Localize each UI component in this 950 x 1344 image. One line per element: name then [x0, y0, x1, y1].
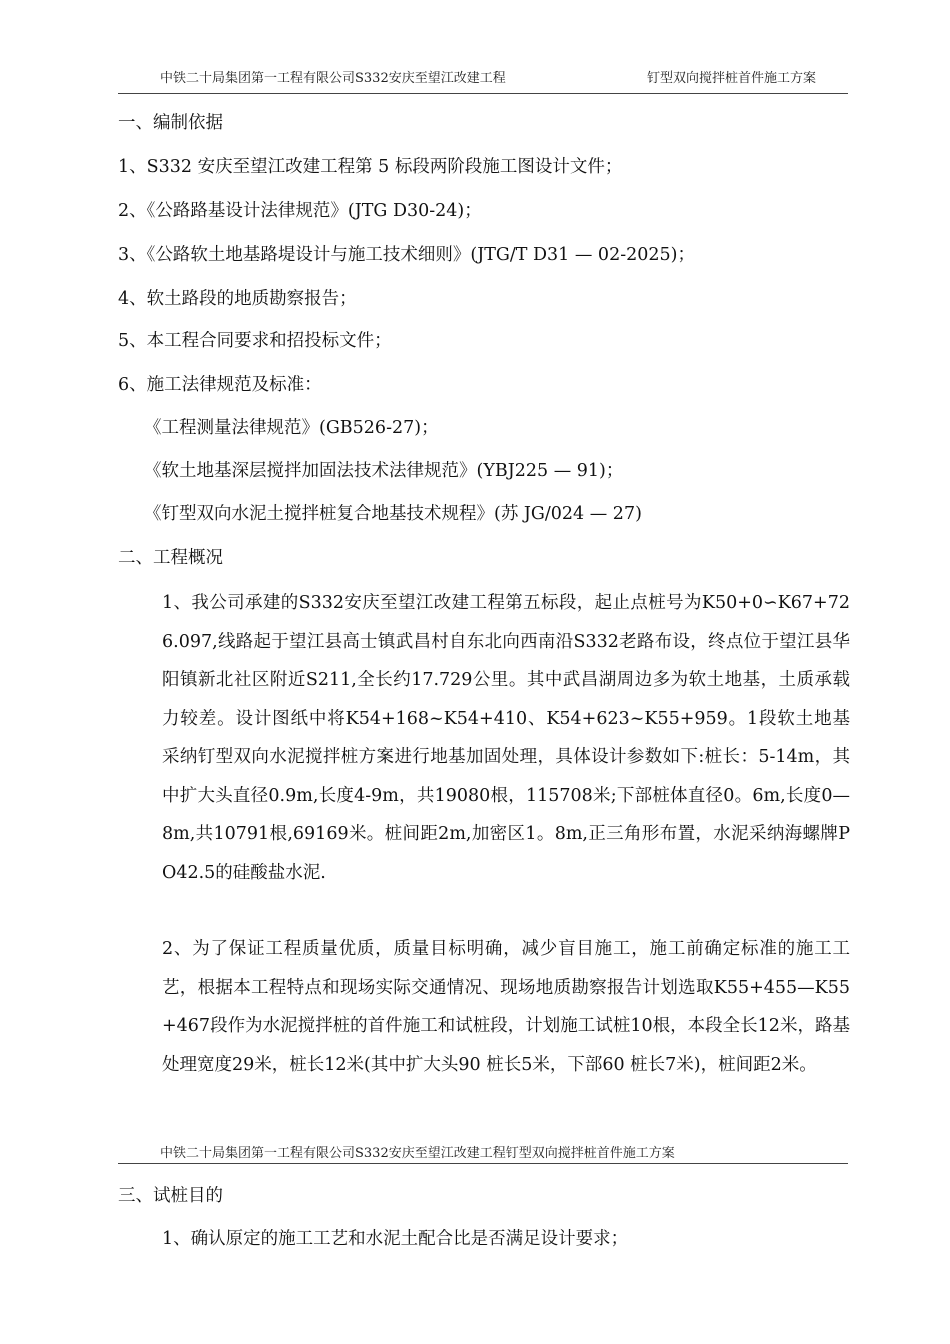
basis-item-2: 2、《公路路基设计法律规范》(JTG D30-24)； [118, 201, 482, 221]
standard-item-3: 《钉型双向水泥土搅拌桩复合地基技术规程》(苏 JG/024 — 27) [144, 504, 642, 524]
page-break-header-text: 中铁二十局集团第一工程有限公司S332安庆至望江改建工程钉型双向搅拌桩首件施工方案 [160, 1146, 675, 1161]
basis-item-5: 5、本工程合同要求和招投标文件； [118, 331, 392, 351]
overview-paragraph-2 [118, 930, 850, 1084]
overview-paragraph-2-text: 2、为了保证工程质量优质，质量目标明确，减少盲目施工，施工前确定标准的施工工艺，根据本工程特点和现场实际交通情况、现场地质勘察报告计划选取K55+455—K55+467段作为水泥搅拌桩的首件施工和试桩段，计划施工试桩10根，本段全长12米，路基处理宽度29米，桩长12米(其中扩大头90 桩长5米，下部60 桩长7米)，桩间距2米。 [162, 939, 850, 1075]
basis-item-6: 6、施工法律规范及标准： [118, 375, 322, 395]
header-left-text: 中铁二十局集团第一工程有限公司S332安庆至望江改建工程 [160, 71, 506, 86]
header-right-text: 钉型双向搅拌桩首件施工方案 [646, 71, 816, 86]
section3-title: 三、试桩目的 [118, 1186, 223, 1206]
overview-paragraph-1 [118, 584, 850, 892]
page-header [118, 71, 848, 94]
basis-item-4: 4、软土路段的地质勘察报告； [118, 289, 357, 309]
basis-item-3: 3、《公路软土地基路堤设计与施工技术细则》(JTG/T D31 — 02-2025)； [118, 245, 695, 265]
purpose-item-1: 1、确认原定的施工工艺和水泥土配合比是否满足设计要求； [162, 1229, 629, 1249]
basis-item-1: 1、S332 安庆至望江改建工程第 5 标段两阶段施工图设计文件； [118, 157, 623, 177]
section2-title: 二、工程概况 [118, 548, 223, 568]
page-break-header [118, 1146, 848, 1164]
standard-item-1: 《工程测量法律规范》(GB526-27)； [144, 418, 439, 438]
overview-paragraph-1-text: 1、我公司承建的S332安庆至望江改建工程第五标段，起止点桩号为K50+0∽K67+726.097,线路起于望江县高士镇武昌村自东北向西南沿S332老路布设，终点位于望江县华阳镇新北社区附近S211,全长约17.729公里。其中武昌湖周边多为软土地基，土质承载力较差。设计图纸中将K54+168~K54+410、K54+623~K55+959。1段软土地基采纳钉型双向水泥搅拌桩方案进行地基加固处理，具体设计参数如下:桩长：5-14m，其中扩大头直径0.9m,长度4-9m，共19080根，115708米;下部桩体直径0。6m,长度0—8m,共10791根,69169米。桩间距2m,加密区1。8m,正三角形布置，水泥采纳海螺牌PO42.5的硅酸盐水泥. [162, 593, 850, 883]
standard-item-2: 《软土地基深层搅拌加固法技术法律规范》(YBJ225 — 91)； [144, 461, 624, 481]
section1-title: 一、编制依据 [118, 113, 223, 133]
